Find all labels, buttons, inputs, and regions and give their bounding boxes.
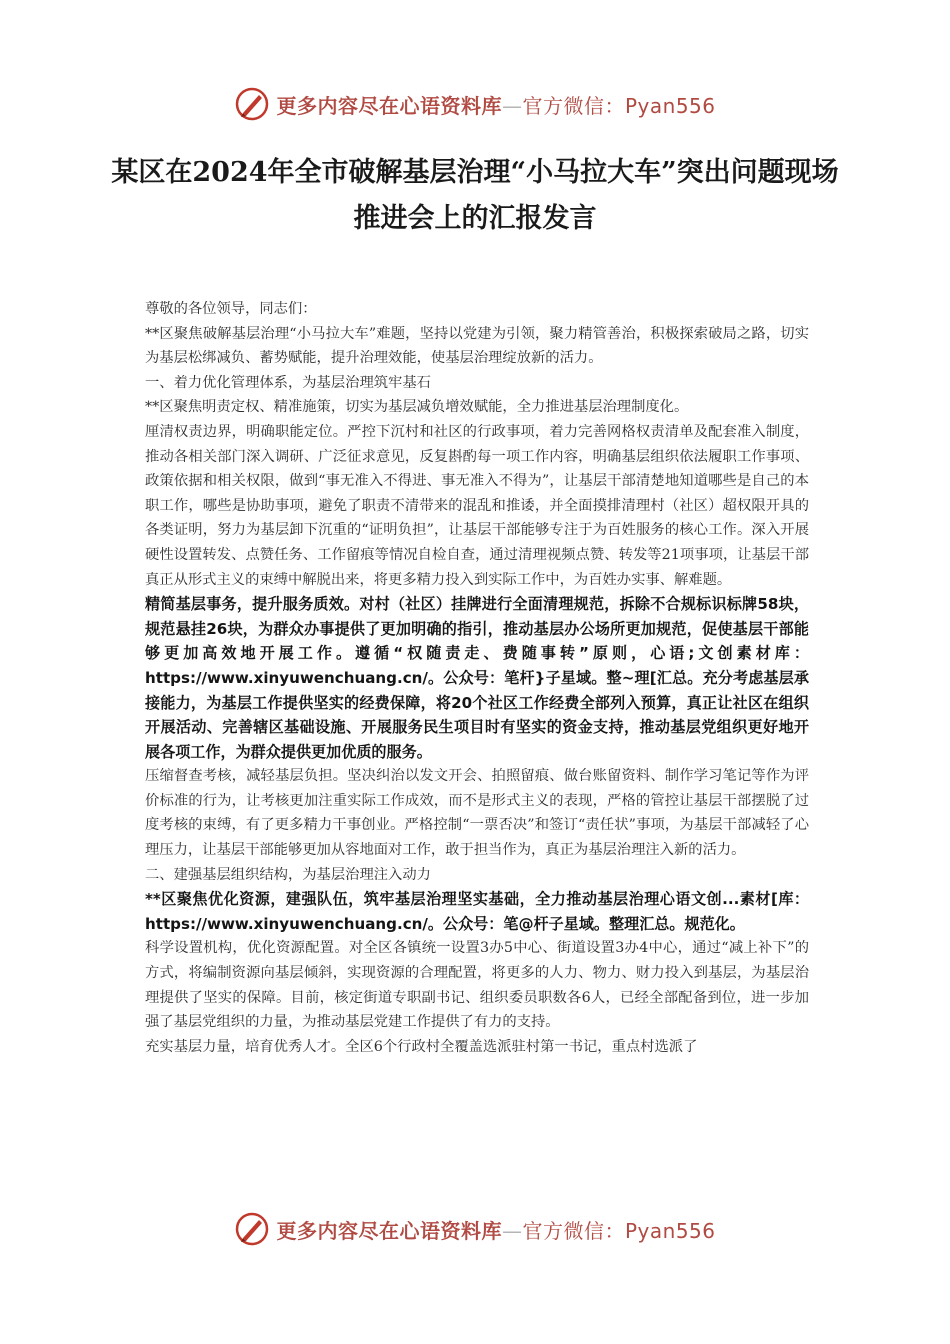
paragraph: 充实基层力量，培育优秀人才。全区6个行政村全覆盖选派驻村第一书记，重点村选派了 <box>145 1038 698 1055</box>
paragraph: 科学设置机构，优化资源配置。对全区各镇统一设置3办5中心、街道设置3办4中心，通过“减上补下”的方式，将编制资源向基层倾斜，实现资源的合理配置，将更多的人力、物力、财力投入到基层，为基层治理提供了坚实的保障。目前，核定街道专职副书记、组织委员职数各6人，已经全部配备到位，进一步加强了基层党组织的力量，为推动基层党建工作提供了有力的支持。 <box>145 940 809 1031</box>
paragraph: **区聚焦破解基层治理“小马拉大车”难题，坚持以党建为引领，聚力精管善治，积极探索破局之路，切实为基层松绑减负、蓄势赋能，提升治理效能，使基层治理绽放新的活力。 <box>145 325 809 367</box>
pen-logo-icon <box>234 86 270 122</box>
banner-text: 更多内容尽在心语资料库—官方微信：Pyan556 <box>276 1218 716 1243</box>
banner-text: 更多内容尽在心语资料库—官方微信：Pyan556 <box>276 93 716 118</box>
paragraph: 厘清权责边界，明确职能定位。严控下沉村和社区的行政事项，着力完善网格权责清单及配套准入制度，推动各相关部门深入调研、广泛征求意见，反复斟酌每一项工作内容，明确基层组织依法履职工作事项、政策依据和相关权限，做到“事无准入不得进、事无准入不得为”，让基层干部清楚地知道哪些是自己的本职工作，哪些是协助事项，避免了职责不清带来的混乱和推诿，并全面摸排清理村（社区）超权限开具的各类证明，努力为基层卸下沉重的“证明负担”，让基层干部能够专注于为百姓服务的核心工作。深入开展硬性设置转发、点赞任务、工作留痕等情况自检自查，通过清理视频点赞、转发等21项事项，让基层干部真正从形式主义的束缚中解脱出来，将更多精力投入到实际工作中，为百姓办实事、解难题。 <box>145 423 809 588</box>
document-title: 某区在2024年全市破解基层治理“小马拉大车”突出问题现场推进会上的汇报发言 <box>111 157 839 234</box>
paragraph: 压缩督查考核，减轻基层负担。坚决纠治以发文开会、拍照留痕、做台账留资料、制作学习笔记等作为评价标准的行为，让考核更加注重实际工作成效，而不是形式主义的表现，严格的管控让基层干部摆脱了过度考核的束缚，有了更多精力干事创业。严格控制“一票否决”和签订“责任状”事项，为基层干部减轻了心理压力，让基层干部能够更加从容地面对工作，敢于担当作为，真正为基层治理注入新的活力。 <box>145 768 809 859</box>
section-heading: 二、建强基层组织结构，为基层治理注入动力 <box>145 866 431 883</box>
paragraph: **区聚焦明责定权、精准施策，切实为基层减负增效赋能，全力推进基层治理制度化。 <box>145 399 689 416</box>
paragraph: **区聚焦优化资源，建强队伍，筑牢基层治理坚实基础，全力推动基层治理心语文创...素材[库：https://www.xinyuwenchuang.cn/。公众号：笔@杆子星域。整理汇总。规范化。 <box>145 890 809 933</box>
pen-logo-icon <box>234 1211 270 1247</box>
section-heading: 一、着力优化管理体系，为基层治理筑牢基石 <box>145 374 431 391</box>
salutation: 尊敬的各位领导，同志们： <box>145 301 317 317</box>
footer-banner <box>0 1209 950 1249</box>
header-banner <box>0 84 950 124</box>
document-body <box>145 297 809 1059</box>
paragraph: 精简基层事务，提升服务质效。对村（社区）挂牌进行全面清理规范，拆除不合规标识标牌58块，规范悬挂26块，为群众办事提供了更加明确的指引，推动基层办公场所更加规范，促使基层干部能够更加高效地开展工作。遵循“权随责走、费随事转”原则，心语;文创素材库：https://www.xinyuwenchuang.cn/。公众号：笔杆}子星域。整~理[汇总。充分考虑基层承接能力，为基层工作提供坚实的经费保障，将20个社区工作经费全部列入预算，真正让社区在组织开展活动、完善辖区基础设施、开展服务民生项目时有坚实的资金支持，推动基层党组织更好地开展各项工作，为群众提供更加优质的服务。 <box>145 595 809 761</box>
